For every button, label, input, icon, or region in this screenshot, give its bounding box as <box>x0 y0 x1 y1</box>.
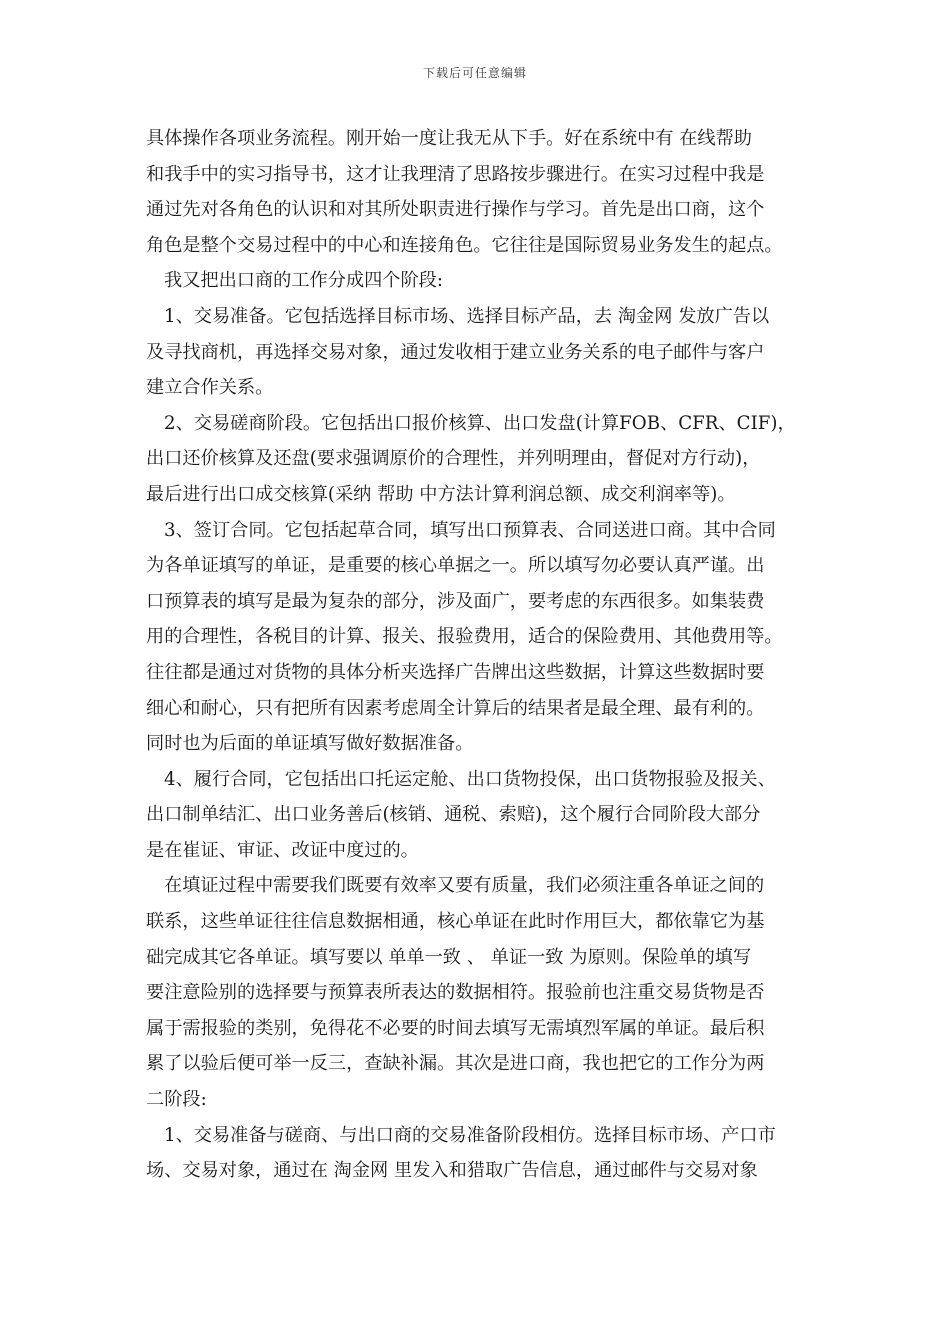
text-line: 用的合理性，各税目的计算、报关、报验费用，适合的保险费用、其他费用等。 <box>146 626 783 648</box>
text-line: 出口还价核算及还盘(要求强调原价的合理性，并列明理由，督促对方行动)， <box>146 448 761 470</box>
text-line: 口预算表的填写是最为复杂的部分，涉及面广，要考虑的东西很多。如集装费 <box>146 590 765 612</box>
text-line: 属于需报验的类别，免得花不必要的时间去填写无需填烈军属的单证。最后积 <box>146 1017 765 1039</box>
text-line: 场、交易对象，通过在 淘金网 里发入和猎取广告信息，通过邮件与交易对象 <box>146 1160 758 1182</box>
text-line: 及寻找商机，再选择交易对象，通过发收相于建立业务关系的电子邮件与客户 <box>146 341 765 363</box>
text-line: 二阶段: <box>146 1089 207 1111</box>
text-line: 最后进行出口成交核算(采纳 帮助 中方法计算利润总额、成交利润率等)。 <box>146 483 736 505</box>
text-line: 出口制单结汇、出口业务善后(核销、通税、索赔)，这个履行合同阶段大部分 <box>146 804 761 826</box>
text-line: 是在崔证、审证、改证中度过的。 <box>146 839 419 861</box>
text-line: 要注意险别的选择要与预算表所表达的数据相符。报验前也注重交易货物是否 <box>146 982 765 1004</box>
text-line: 我又把出口商的工作分成四个阶段: <box>164 270 443 292</box>
text-line: 具体操作各项业务流程。刚开始一度让我无从下手。好在系统中有 在线帮助 <box>146 128 752 149</box>
text-line: 累了以验后便可举一反三，查缺补漏。其次是进口商，我也把它的工作分为两 <box>146 1053 765 1075</box>
text-line: 在填证过程中需要我们既要有效率又要有质量，我们必须注重各单证之间的 <box>164 875 765 897</box>
text-line: 础完成其它各单证。填写要以 单单一致 、 单证一致 为原则。保险单的填写 <box>146 946 752 968</box>
text-line: 1、交易准备与磋商、与出口商的交易准备阶段相仿。选择目标市场、产口市 <box>164 1124 776 1146</box>
text-line: 联系，这些单证往往信息数据相通，核心单证在此时作用巨大，都依靠它为基 <box>146 911 765 933</box>
page-header: 下载后可任意编辑 <box>422 66 527 80</box>
text-line: 细心和耐心，只有把所有因素考虑周全计算后的结果者是最全理、最有利的。 <box>146 697 765 719</box>
document-body <box>146 121 822 1189</box>
text-line: 2、交易磋商阶段。它包括出口报价核算、出口发盘(计算FOB、CFR、CIF)， <box>164 412 796 434</box>
text-line: 3、签订合同。它包括起草合同，填写出口预算表、合同送进口商。其中合同 <box>164 519 776 541</box>
text-line: 同时也为后面的单证填写做好数据准备。 <box>146 733 474 755</box>
text-line: 4、履行合同，它包括出口托运定舱、出口货物投保，出口货物报验及报关、 <box>164 768 776 790</box>
text-line: 往往都是通过对货物的具体分析夹选择广告牌出这些数据，计算这些数据时要 <box>146 661 765 683</box>
text-line: 和我手中的实习指导书，这才让我理清了思路按步骤进行。在实习过程中我是 <box>146 163 765 185</box>
text-line: 建立合作关系。 <box>146 377 274 399</box>
text-line: 通过先对各角色的认识和对其所处职责进行操作与学习。首先是出口商，这个 <box>146 199 765 221</box>
text-line: 1、交易准备。它包括选择目标市场、选择目标产品，去 淘金网 发放广告以 <box>164 305 770 327</box>
text-line: 为各单证填写的单证，是重要的核心单据之一。所以填写勿必要认真严谨。出 <box>146 555 765 577</box>
text-line: 角色是整个交易过程中的中心和连接角色。它往往是国际贸易业务发生的起点。 <box>146 234 783 256</box>
